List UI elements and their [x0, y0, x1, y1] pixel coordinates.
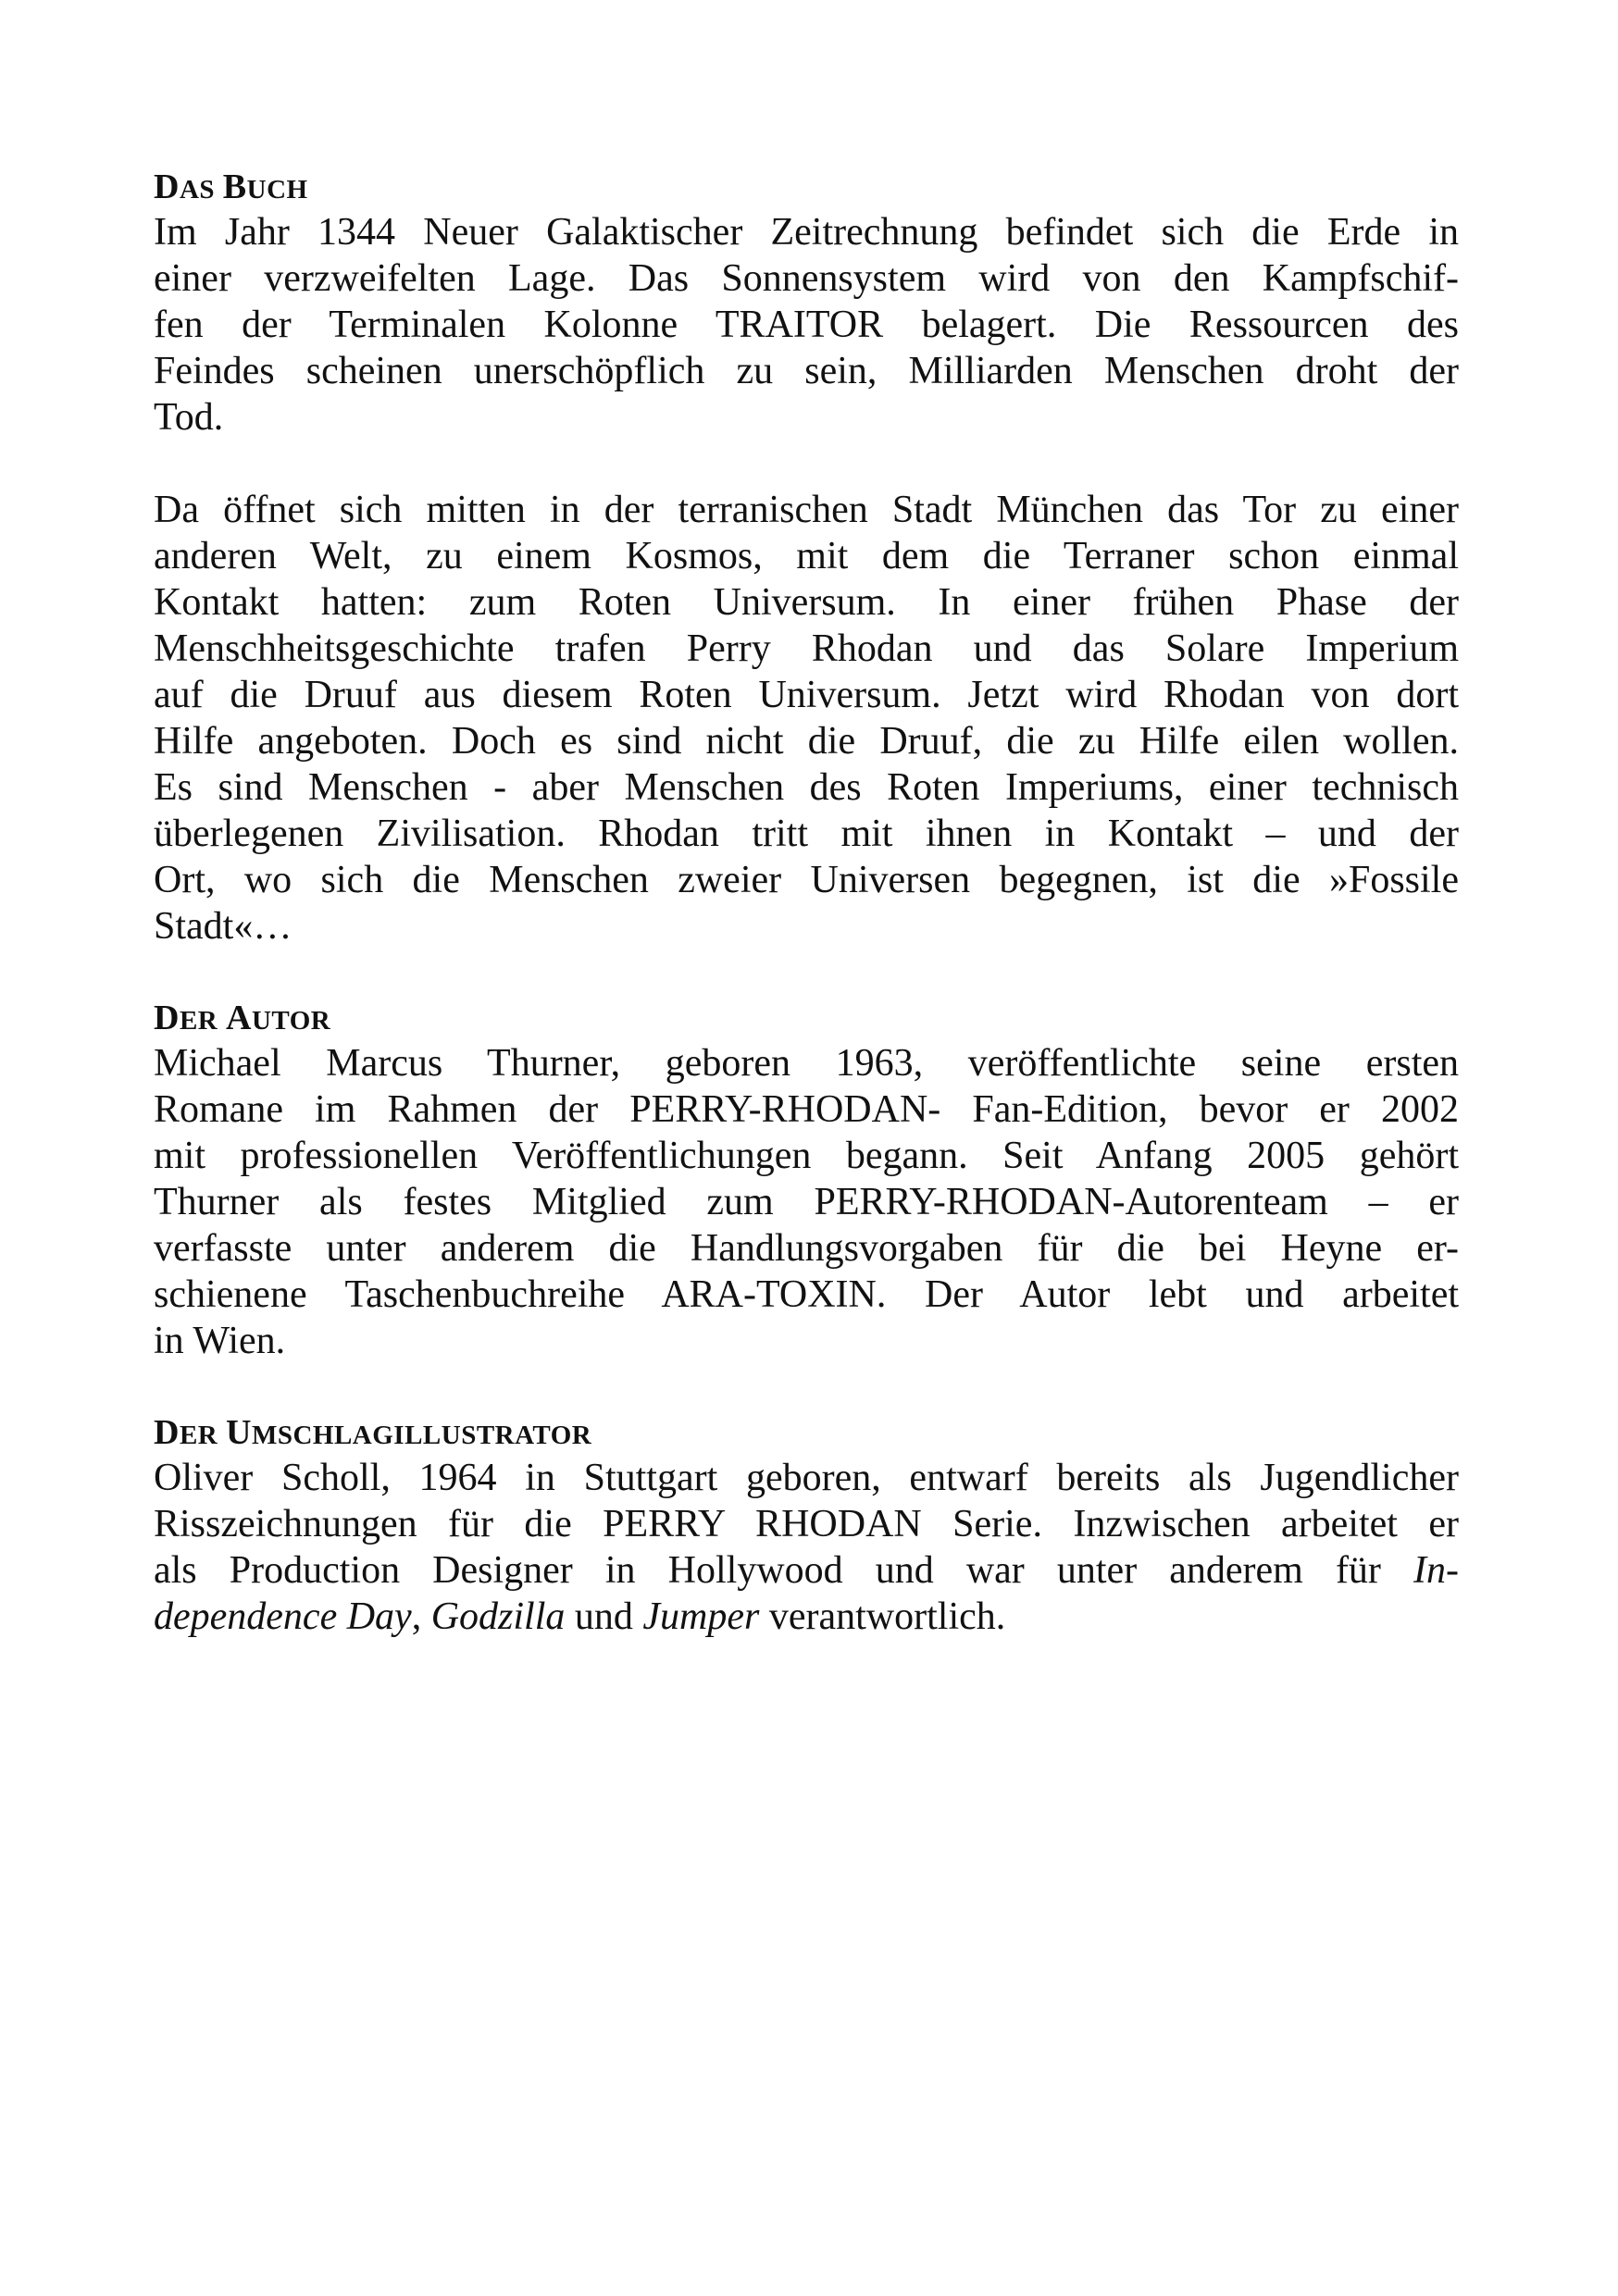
- text-line: schienene Taschenbuchreihe ARA-TOXIN. Der Autor lebt und arbeitet: [154, 1273, 1459, 1316]
- paragraph-illustrator: [154, 1455, 1459, 1640]
- heading-der-umschlagillustrator: DER UMSCHLAGILLUSTRATOR: [154, 1413, 592, 1452]
- text-line: Thurner als festes Mitglied zum PERRY-RHODAN-Autorenteam – er: [154, 1181, 1459, 1223]
- movie-title-italic: In-: [1413, 1549, 1459, 1592]
- movie-title-italic: Jumper: [642, 1595, 760, 1638]
- text-line: Feindes scheinen unerschöpflich zu sein, Milliarden Menschen droht der: [154, 350, 1459, 392]
- text-line: Es sind Menschen - aber Menschen des Roten Imperiums, einer technisch: [154, 766, 1459, 809]
- text-line: Stadt«…: [154, 905, 292, 948]
- heading-das-buch: DAS BUCH: [154, 168, 308, 206]
- paragraph-autor: [154, 1040, 1459, 1364]
- text-line: Kontakt hatten: zum Roten Universum. In einer frühen Phase der: [154, 581, 1459, 624]
- paragraph-buch-1: [154, 209, 1459, 441]
- heading-der-autor: DER AUTOR: [154, 999, 331, 1037]
- text-line: anderen Welt, zu einem Kosmos, mit dem die Terraner schon einmal: [154, 535, 1459, 577]
- text-line: Im Jahr 1344 Neuer Galaktischer Zeitrechnung befindet sich die Erde in: [154, 211, 1459, 254]
- text-line: Tod.: [154, 396, 224, 439]
- text-line: Menschheitsgeschichte trafen Perry Rhodan und das Solare Imperium: [154, 627, 1459, 670]
- text-line: überlegenen Zivilisation. Rhodan tritt mit ihnen in Kontakt – und der: [154, 813, 1459, 855]
- paragraph-buch-2: [154, 487, 1459, 949]
- movie-title-italic: Godzilla: [430, 1595, 566, 1638]
- text-line: Ort, wo sich die Menschen zweier Universen begegnen, ist die »Fossile: [154, 859, 1459, 901]
- text-line: Michael Marcus Thurner, geboren 1963, veröffentlichte seine ersten: [154, 1042, 1459, 1085]
- text-line: verfasste unter anderem die Handlungsvorgaben für die bei Heyne er-: [154, 1227, 1459, 1270]
- text-line: Risszeichnungen für die PERRY RHODAN Serie. Inzwischen arbeitet er: [154, 1503, 1459, 1545]
- section-das-buch: [154, 165, 1459, 949]
- text-line: Romane im Rahmen der PERRY-RHODAN- Fan-Edition, bevor er 2002: [154, 1088, 1459, 1131]
- text-line: fen der Terminalen Kolonne TRAITOR belagert. Die Ressourcen des: [154, 304, 1459, 346]
- movie-title-italic: dependence Day: [154, 1595, 412, 1638]
- section-der-umschlagillustrator: [154, 1410, 1459, 1640]
- text-line: einer verzweifelten Lage. Das Sonnensystem wird von den Kampfschif-: [154, 257, 1459, 300]
- text-line: Hilfe angeboten. Doch es sind nicht die Druuf, die zu Hilfe eilen wollen.: [154, 720, 1459, 763]
- text-line: auf die Druuf aus diesem Roten Universum. Jetzt wird Rhodan von dort: [154, 674, 1459, 716]
- text-line: mit professionellen Veröffentlichungen begann. Seit Anfang 2005 gehört: [154, 1135, 1459, 1177]
- text-line: Da öffnet sich mitten in der terranischen Stadt München das Tor zu einer: [154, 489, 1459, 531]
- text-line: in Wien.: [154, 1320, 286, 1362]
- text-line: als Production Designer in Hollywood und war unter anderem für In-: [154, 1549, 1459, 1592]
- text-line: Oliver Scholl, 1964 in Stuttgart geboren, entwarf bereits als Jugendlicher: [154, 1457, 1459, 1499]
- text-column: [154, 165, 1459, 1640]
- section-der-autor: [154, 996, 1459, 1364]
- text-line: dependence Day, Godzilla und Jumper verantwortlich.: [154, 1595, 1006, 1638]
